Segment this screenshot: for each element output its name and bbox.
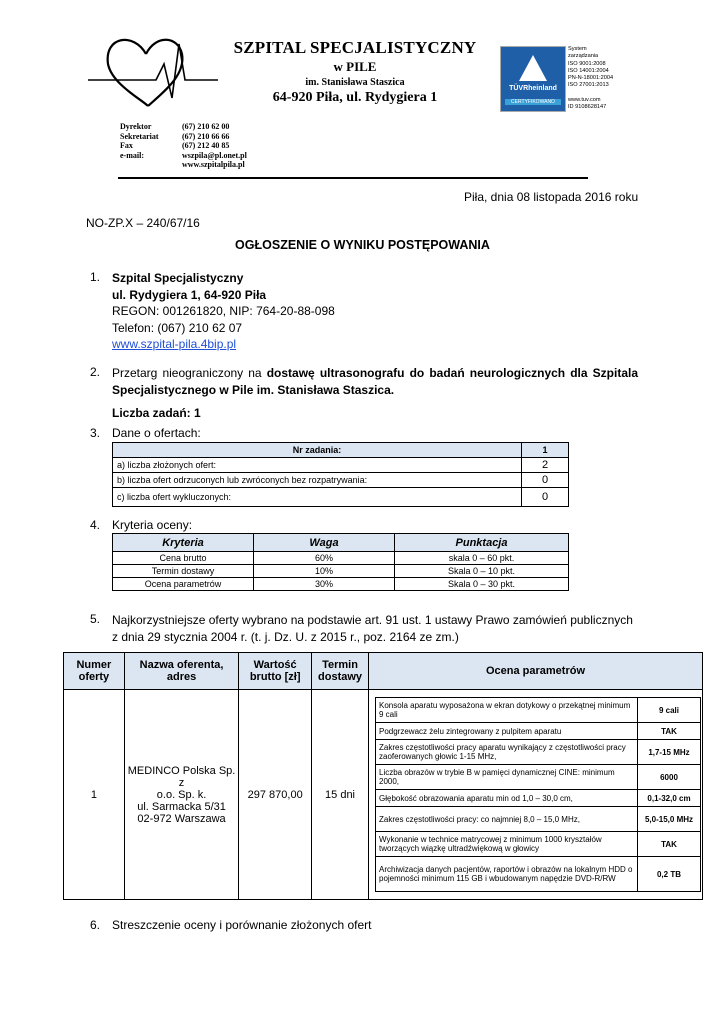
table-header-cell: Nr zadania: bbox=[113, 443, 522, 458]
parameter-row bbox=[376, 765, 701, 790]
table-row bbox=[113, 578, 569, 591]
contact-label: Sekretariat bbox=[120, 131, 159, 141]
parameter-label: Zakres częstotliwości pracy: co najmniej 8,0 – 15,0 MHz, bbox=[376, 807, 638, 832]
website-value: www.szpitalpila.pl bbox=[182, 160, 245, 169]
tuv-label: TÜVRheinland bbox=[509, 85, 557, 92]
letterhead-divider bbox=[118, 177, 588, 179]
contact-row bbox=[120, 122, 247, 132]
cert-line: ISO 27001:2013 bbox=[568, 82, 609, 89]
section-number: 6. bbox=[90, 918, 101, 932]
table-header-row bbox=[113, 443, 569, 458]
bidder-line: o.o. Sp. k. bbox=[156, 788, 207, 801]
contact-label: e-mail: bbox=[120, 150, 144, 160]
parameter-label: Liczba obrazów w trybie B w pamięci dynamicznej CINE: minimum 2000, bbox=[376, 765, 638, 790]
table-cell: Skala 0 – 10 pkt. bbox=[395, 565, 569, 578]
contact-row bbox=[120, 141, 247, 151]
procedure-subject: dostawę ultrasonografu do badań neurologicznych dla Szpitala Specjalistycznego w Pile im. Stanisława Staszica. bbox=[112, 366, 639, 397]
contact-list bbox=[120, 122, 247, 170]
table-header-cell: Wartość brutto [zł] bbox=[239, 653, 312, 690]
table-row bbox=[113, 552, 569, 565]
parameter-value: 0,2 TB bbox=[638, 857, 701, 892]
best-offer-text: Najkorzystniejsze oferty wybrano na podstawie art. 91 ust. 1 ustawy Prawo zamówień publicznych bbox=[112, 613, 633, 627]
table-cell: 0 bbox=[522, 488, 569, 507]
section-procedure bbox=[112, 365, 638, 422]
bidder-line: 02-972 Warszawa bbox=[137, 812, 226, 825]
parameter-row bbox=[376, 698, 701, 723]
parameter-label: Podgrzewacz żelu zintegrowany z pulpitem aparatu bbox=[376, 723, 638, 740]
hospital-patron: im. Stanisława Staszica bbox=[305, 77, 405, 88]
authority-name: Szpital Specjalistyczny bbox=[112, 271, 244, 285]
parameter-value: 9 cali bbox=[638, 698, 701, 723]
offers-data-table bbox=[112, 442, 569, 507]
table-cell: b) liczba ofert odrzuconych lub zwróconych bez rozpatrywania: bbox=[113, 473, 522, 488]
contact-row bbox=[120, 132, 247, 142]
table-row bbox=[64, 690, 703, 900]
table-row bbox=[113, 458, 569, 473]
table-cell: 60% bbox=[254, 552, 395, 565]
contact-value: (67) 210 62 00 bbox=[182, 122, 230, 131]
section-best-offer bbox=[112, 612, 652, 645]
table-cell: a) liczba złożonych ofert: bbox=[113, 458, 522, 473]
bidder-line: ul. Sarmacka 5/31 bbox=[137, 800, 226, 813]
tuv-cert-label: CERTYFIKOWANO bbox=[505, 99, 561, 105]
heart-ecg-icon bbox=[86, 24, 221, 118]
tuv-triangle-icon bbox=[519, 55, 547, 81]
authority-street: ul. Rydygiera 1, 64-920 Piła bbox=[112, 287, 267, 302]
table-header-cell: Kryteria bbox=[113, 534, 254, 552]
table-cell: 2 bbox=[522, 458, 569, 473]
parameters-table bbox=[375, 697, 701, 892]
offer-value: 297 870,00 bbox=[239, 690, 312, 900]
offers-heading: Dane o ofertach: bbox=[112, 426, 201, 440]
parameter-row bbox=[376, 790, 701, 807]
page-title: OGŁOSZENIE O WYNIKU POSTĘPOWANIA bbox=[235, 238, 490, 252]
parameters-cell bbox=[369, 690, 703, 900]
cert-line: ID 9108628147 bbox=[568, 104, 607, 111]
table-header-cell: Nazwa oferenta, adres bbox=[124, 653, 239, 690]
table-cell: Cena brutto bbox=[113, 552, 254, 565]
task-count: Liczba zadań: 1 bbox=[112, 406, 201, 420]
parameter-value: 6000 bbox=[638, 765, 701, 790]
cert-line: www.tuv.com bbox=[568, 97, 601, 104]
hospital-logo bbox=[86, 24, 221, 118]
section-number: 1. bbox=[90, 270, 101, 284]
table-row bbox=[113, 488, 569, 507]
contact-row bbox=[120, 151, 247, 161]
hospital-name: SZPITAL SPECJALISTYCZNY bbox=[233, 38, 477, 57]
authority-regon: REGON: 001261820, NIP: 764-20-88-098 bbox=[112, 304, 335, 318]
parameter-label: Głębokość obrazowania aparatu min od 1,0 – 30,0 cm, bbox=[376, 790, 638, 807]
parameter-row bbox=[376, 857, 701, 892]
parameter-value: TAK bbox=[638, 832, 701, 857]
certification-info bbox=[568, 46, 638, 112]
table-cell: skala 0 – 60 pkt. bbox=[395, 552, 569, 565]
table-cell: Skala 0 – 30 pkt. bbox=[395, 578, 569, 591]
hospital-address: 64-920 Piła, ul. Rydygiera 1 bbox=[272, 90, 438, 105]
authority-phone: Telefon: (067) 210 62 07 bbox=[112, 320, 243, 335]
parameter-row bbox=[376, 740, 701, 765]
cert-line: ISO 9001:2008 bbox=[568, 60, 606, 67]
procedure-text: Przetarg nieograniczony na bbox=[112, 366, 267, 380]
parameter-label: Zakres częstotliwości pracy aparatu wynikający z częstotliwości pracy zaoferowanych głowic 1-15 MHz, bbox=[376, 740, 638, 765]
parameter-value: 5,0-15,0 MHz bbox=[638, 807, 701, 832]
date-line: Piła, dnia 08 listopada 2016 roku bbox=[464, 190, 639, 204]
offer-delivery: 15 dni bbox=[312, 690, 369, 900]
hospital-city: w PILE bbox=[333, 59, 377, 74]
bidder-line: MEDINCO Polska Sp. z bbox=[127, 764, 236, 789]
parameter-value: 1,7-15 MHz bbox=[638, 740, 701, 765]
hospital-name-block bbox=[220, 38, 490, 106]
parameter-value: 0,1-32,0 cm bbox=[638, 790, 701, 807]
parameter-row bbox=[376, 723, 701, 740]
contact-row bbox=[120, 160, 247, 170]
cert-line: PN-N-18001:2004 bbox=[568, 75, 614, 82]
table-cell: Ocena parametrów bbox=[113, 578, 254, 591]
cert-line: System bbox=[568, 46, 587, 52]
table-cell: c) liczba ofert wykluczonych: bbox=[113, 488, 522, 507]
table-cell: 0 bbox=[522, 473, 569, 488]
section-number: 5. bbox=[90, 612, 101, 626]
cert-line: zarządzania bbox=[568, 53, 599, 60]
section-summary-heading: Streszczenie oceny i porównanie złożonych ofert bbox=[112, 918, 372, 932]
criteria-heading: Kryteria oceny: bbox=[112, 518, 193, 532]
offer-number: 1 bbox=[64, 690, 125, 900]
parameter-row bbox=[376, 807, 701, 832]
table-header-cell: Ocena parametrów bbox=[369, 653, 703, 690]
case-signature: NO-ZP.X – 240/67/16 bbox=[86, 216, 200, 230]
table-cell: 30% bbox=[254, 578, 395, 591]
cert-line: ISO 14001:2004 bbox=[568, 67, 609, 74]
table-header-cell: Numer oferty bbox=[64, 653, 125, 690]
best-offer-text: z dnia 29 stycznia 2004 r. (t. j. Dz. U. z 2015 r., poz. 2164 ze zm.) bbox=[112, 629, 459, 644]
parameter-row bbox=[376, 832, 701, 857]
section-contracting-authority bbox=[112, 270, 335, 353]
table-header-cell: Punktacja bbox=[395, 534, 569, 552]
cert-line bbox=[568, 90, 638, 97]
table-header-cell: Waga bbox=[254, 534, 395, 552]
authority-url-link[interactable]: www.szpital-pila.4bip.pl bbox=[112, 337, 237, 351]
table-header-cell: 1 bbox=[522, 443, 569, 458]
offer-evaluation-table bbox=[63, 652, 703, 900]
criteria-table bbox=[112, 533, 569, 591]
bidder-cell bbox=[124, 690, 239, 900]
table-header-row bbox=[113, 534, 569, 552]
section-number: 3. bbox=[90, 426, 101, 440]
table-cell: Termin dostawy bbox=[113, 565, 254, 578]
section-number: 4. bbox=[90, 518, 101, 532]
table-header-row bbox=[64, 653, 703, 690]
contact-value: (67) 212 40 85 bbox=[182, 141, 230, 150]
contact-label: Fax bbox=[120, 141, 133, 150]
table-row bbox=[113, 565, 569, 578]
tuv-certification-logo bbox=[500, 46, 566, 112]
section-number: 2. bbox=[90, 365, 101, 379]
email-value: wszpila@pl.onet.pl bbox=[182, 150, 247, 160]
parameter-label: Archiwizacja danych pacjentów, raportów i obrazów na lokalnym HDD o pojemności minimum 115 GB i wbudowanym napędzie DVD-R/RW bbox=[376, 857, 638, 892]
parameter-label: Wykonanie w technice matrycowej z minimum 1000 kryształów tworzących wiązkę ultradźwiękową w głowicy bbox=[376, 832, 638, 857]
parameter-value: TAK bbox=[638, 723, 701, 740]
table-row bbox=[113, 473, 569, 488]
table-header-cell: Termin dostawy bbox=[312, 653, 369, 690]
table-cell: 10% bbox=[254, 565, 395, 578]
contact-value: (67) 210 66 66 bbox=[182, 131, 230, 141]
parameter-label: Konsola aparatu wyposażona w ekran dotykowy o przekątnej minimum 9 cali bbox=[376, 698, 638, 723]
contact-label: Dyrektor bbox=[120, 122, 152, 131]
